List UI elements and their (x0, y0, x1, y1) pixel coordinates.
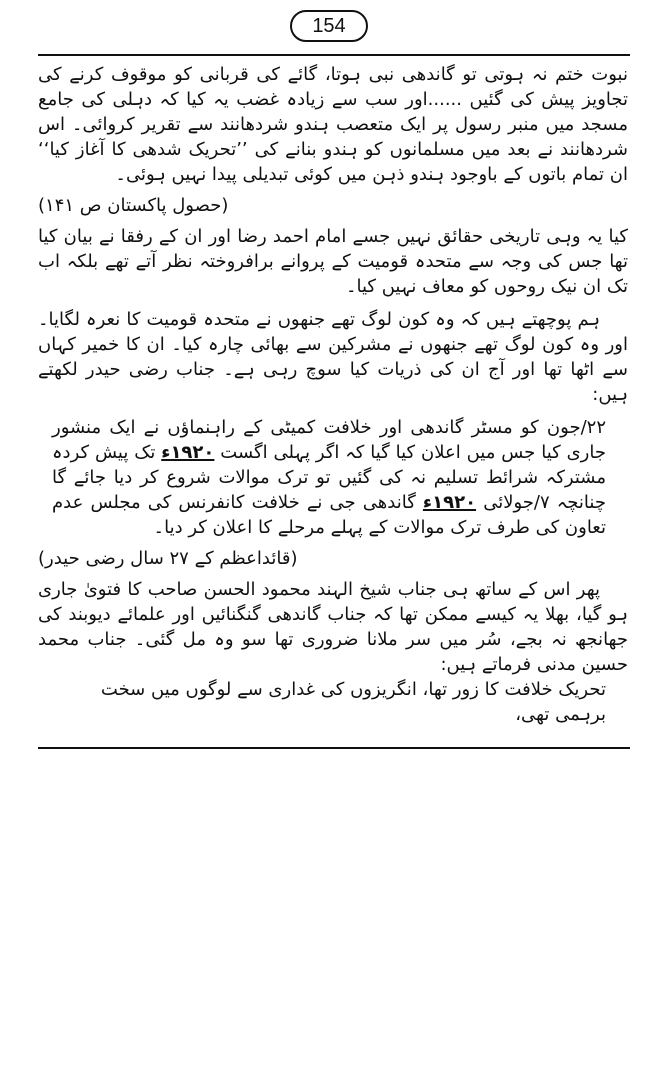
text-line: پیش کی گئیں ......اور سب سے زیادہ غضب یہ کیا کہ دہلی کی جامع مسجد میں منبر (38, 89, 629, 135)
paragraph (38, 62, 628, 187)
text-line: رسول پر ایک متعصب ہندو شردھانند سے تقریر کروائی۔ اس شردھانند نے بعد (38, 114, 628, 160)
text-line: میں مسلمانوں کو ہندو بنانے کی ’’تحریک شدھی کا آغاز کیا‘‘ ان تمام باتوں کے (38, 139, 628, 185)
text-line: کی وجہ سے متحدہ قومیت کے پروانے برافروختہ نظر آتے تھے بلکہ اب تک ان نیک روحوں کو (38, 251, 628, 297)
text-line: کیسے ممکن تھا کہ جناب گاندھی گنگنائیں اور علمائے دیوبند کی جھانجھ نہ بجے، سُر میں سر ملانا (38, 604, 628, 650)
page-body (0, 56, 660, 727)
year-underlined: ۱۹۲۰ء (161, 442, 215, 463)
quote-segment: تک پیش کردہ مشترکہ شرائط (52, 442, 606, 488)
page-header (0, 0, 660, 54)
text-line: ضروری تھا سو وہ مل گئی۔ جناب محمد حسین مدنی فرماتے ہیں: (38, 629, 628, 675)
page-number: 154 (290, 10, 368, 42)
text-line: باوجود ہندو ذہن میں کوئی تبدیلی پیدا نہیں ہوئی۔ (115, 164, 498, 185)
quote-line: پہلے مرحلے کا اعلان کر دیا۔ (153, 517, 363, 538)
text-line: کیا یہ وہی تاریخی حقائق نہیں جسے امام احمد رضا اور ان کے رفقا نے بیان کیا تھا جس (38, 226, 628, 272)
text-line: پھر اس کے ساتھ ہی جناب شیخ الہند محمود الحسن صاحب کا فتویٰ جاری ہو گیا، بھلا یہ (38, 579, 628, 625)
spacer (38, 299, 628, 307)
quote-line: تحریک خلافت کا زور تھا، انگریزوں کی غداری سے لوگوں میں سخت برہمی تھی، (100, 679, 606, 725)
quote-segment: جس میں اعلان کیا گیا کہ اگر پہلی اگست (220, 442, 536, 463)
quote (38, 415, 628, 540)
text-line: ہم پوچھتے ہیں کہ وہ کون لوگ تھے جنھوں نے متحدہ قومیت کا نعرہ لگایا۔ اور وہ کون (38, 309, 628, 355)
quote-line: گاندھی جی نے خلافت کانفرنس کی مجلس عدم تعاون کی طرف ترک موالات کے (52, 492, 606, 538)
footer-rule (38, 747, 630, 749)
spacer (38, 407, 628, 415)
text-line: معاف نہیں کیا۔ (345, 276, 465, 297)
quote-segment: تسلیم نہ کی گئیں تو ترک موالات شروع کر دیا جائے گا چنانچہ ۷/جولائی (52, 467, 606, 513)
citation: (حصول پاکستان ص ۱۴۱) (38, 195, 229, 216)
text-line: ذریات کیا سوچ رہی ہے۔ جناب رضی حیدر لکھتے ہیں: (38, 359, 628, 405)
paragraph (38, 224, 628, 299)
text-line: نبوت ختم نہ ہوتی تو گاندھی نبی ہوتا، گائے کی قربانی کو موقوف کرنے کی تجاویز (38, 64, 628, 110)
year-underlined: ۱۹۲۰ء (422, 492, 477, 513)
quote-line: ۲۲/جون کو مسٹر گاندھی اور خلافت کمیٹی کے راہنماؤں نے ایک منشور جاری کیا (52, 417, 606, 463)
text-line: لوگ تھے جنھوں نے مشرکین سے بھائی چارہ کیا۔ ان کا خمیر کہاں سے اٹھا تھا اور آج ان کی (38, 334, 628, 380)
paragraph (38, 577, 628, 677)
citation: (قائداعظم کے ۲۷ سال رضی حیدر) (38, 548, 298, 569)
paragraph (38, 307, 628, 407)
